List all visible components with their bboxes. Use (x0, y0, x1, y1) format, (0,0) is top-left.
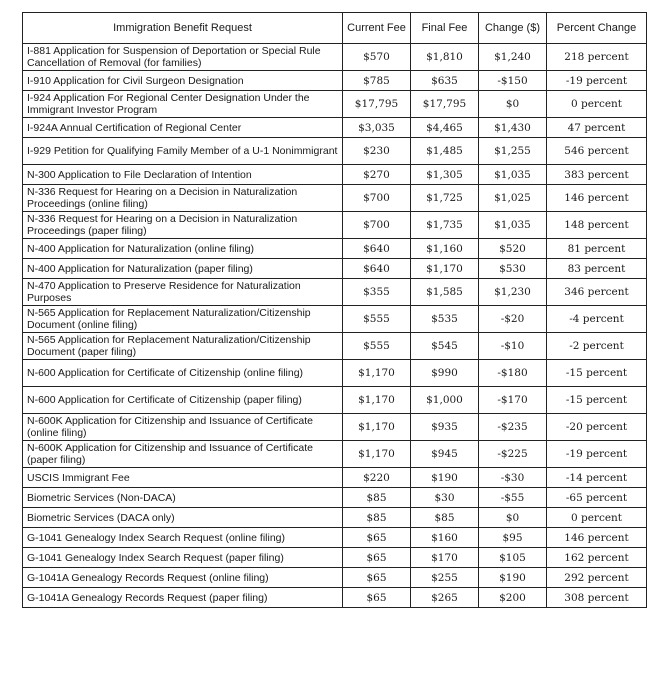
current-fee-cell: $65 (343, 568, 411, 588)
request-cell: N-336 Request for Hearing on a Decision in Naturalization Proceedings (paper filing) (23, 212, 343, 239)
header-current-fee: Current Fee (343, 13, 411, 44)
current-fee-cell: $1,170 (343, 414, 411, 441)
header-percent-change: Percent Change (547, 13, 647, 44)
percent-change-cell: -4 percent (547, 306, 647, 333)
change-cell: $105 (479, 548, 547, 568)
header-final-fee: Final Fee (411, 13, 479, 44)
table-row (23, 91, 647, 118)
final-fee-cell: $1,485 (411, 138, 479, 165)
fee-table (22, 12, 647, 608)
table-row (23, 239, 647, 259)
request-cell: N-565 Application for Replacement Naturalization/Citizenship Document (paper filing) (23, 333, 343, 360)
current-fee-cell: $640 (343, 239, 411, 259)
percent-change-cell: 47 percent (547, 118, 647, 138)
percent-change-cell: 162 percent (547, 548, 647, 568)
final-fee-cell: $85 (411, 508, 479, 528)
percent-change-cell: 308 percent (547, 588, 647, 608)
current-fee-cell: $700 (343, 212, 411, 239)
final-fee-cell: $17,795 (411, 91, 479, 118)
request-cell: I-929 Petition for Qualifying Family Member of a U-1 Nonimmigrant (23, 138, 343, 165)
request-cell: G-1041 Genealogy Index Search Request (online filing) (23, 528, 343, 548)
change-cell: $1,430 (479, 118, 547, 138)
current-fee-cell: $65 (343, 588, 411, 608)
change-cell: $1,035 (479, 165, 547, 185)
request-cell: Biometric Services (DACA only) (23, 508, 343, 528)
current-fee-cell: $3,035 (343, 118, 411, 138)
final-fee-cell: $255 (411, 568, 479, 588)
table-row (23, 548, 647, 568)
table-row (23, 165, 647, 185)
change-cell: -$10 (479, 333, 547, 360)
percent-change-cell: -15 percent (547, 387, 647, 414)
final-fee-cell: $1,000 (411, 387, 479, 414)
current-fee-cell: $555 (343, 306, 411, 333)
percent-change-cell: 146 percent (547, 528, 647, 548)
request-cell: I-881 Application for Suspension of Deportation or Special Rule Cancellation of Removal (for families) (23, 44, 343, 71)
request-cell: N-600K Application for Citizenship and Issuance of Certificate (online filing) (23, 414, 343, 441)
change-cell: $520 (479, 239, 547, 259)
header-request: Immigration Benefit Request (23, 13, 343, 44)
final-fee-cell: $1,170 (411, 259, 479, 279)
change-cell: $200 (479, 588, 547, 608)
percent-change-cell: 292 percent (547, 568, 647, 588)
current-fee-cell: $230 (343, 138, 411, 165)
table-body (23, 44, 647, 608)
table-row (23, 441, 647, 468)
current-fee-cell: $85 (343, 488, 411, 508)
change-cell: -$20 (479, 306, 547, 333)
percent-change-cell: -19 percent (547, 441, 647, 468)
change-cell: $1,025 (479, 185, 547, 212)
request-cell: I-924 Application For Regional Center Designation Under the Immigrant Investor Program (23, 91, 343, 118)
table-row (23, 387, 647, 414)
request-cell: N-400 Application for Naturalization (online filing) (23, 239, 343, 259)
table-row (23, 508, 647, 528)
request-cell: USCIS Immigrant Fee (23, 468, 343, 488)
request-cell: N-600K Application for Citizenship and Issuance of Certificate (paper filing) (23, 441, 343, 468)
current-fee-cell: $270 (343, 165, 411, 185)
table-row (23, 468, 647, 488)
current-fee-cell: $555 (343, 333, 411, 360)
current-fee-cell: $640 (343, 259, 411, 279)
current-fee-cell: $65 (343, 548, 411, 568)
percent-change-cell: 346 percent (547, 279, 647, 306)
request-cell: N-300 Application to File Declaration of Intention (23, 165, 343, 185)
change-cell: -$235 (479, 414, 547, 441)
percent-change-cell: -19 percent (547, 71, 647, 91)
request-cell: G-1041A Genealogy Records Request (online filing) (23, 568, 343, 588)
percent-change-cell: 383 percent (547, 165, 647, 185)
current-fee-cell: $570 (343, 44, 411, 71)
final-fee-cell: $1,160 (411, 239, 479, 259)
change-cell: $530 (479, 259, 547, 279)
table-row (23, 259, 647, 279)
request-cell: N-470 Application to Preserve Residence for Naturalization Purposes (23, 279, 343, 306)
table-row (23, 279, 647, 306)
change-cell: -$150 (479, 71, 547, 91)
percent-change-cell: 546 percent (547, 138, 647, 165)
request-cell: G-1041A Genealogy Records Request (paper filing) (23, 588, 343, 608)
request-cell: N-400 Application for Naturalization (paper filing) (23, 259, 343, 279)
final-fee-cell: $30 (411, 488, 479, 508)
final-fee-cell: $535 (411, 306, 479, 333)
change-cell: -$225 (479, 441, 547, 468)
table-row (23, 333, 647, 360)
final-fee-cell: $190 (411, 468, 479, 488)
table-row (23, 71, 647, 91)
change-cell: $1,255 (479, 138, 547, 165)
table-row (23, 118, 647, 138)
change-cell: -$170 (479, 387, 547, 414)
table-row (23, 44, 647, 71)
percent-change-cell: 146 percent (547, 185, 647, 212)
current-fee-cell: $1,170 (343, 387, 411, 414)
change-cell: $1,230 (479, 279, 547, 306)
fee-table-container (22, 12, 646, 608)
final-fee-cell: $170 (411, 548, 479, 568)
current-fee-cell: $85 (343, 508, 411, 528)
change-cell: $0 (479, 508, 547, 528)
current-fee-cell: $220 (343, 468, 411, 488)
table-row (23, 212, 647, 239)
current-fee-cell: $355 (343, 279, 411, 306)
change-cell: -$55 (479, 488, 547, 508)
change-cell: $95 (479, 528, 547, 548)
request-cell: N-600 Application for Certificate of Citizenship (paper filing) (23, 387, 343, 414)
percent-change-cell: 81 percent (547, 239, 647, 259)
final-fee-cell: $935 (411, 414, 479, 441)
final-fee-cell: $945 (411, 441, 479, 468)
table-row (23, 488, 647, 508)
request-cell: N-565 Application for Replacement Naturalization/Citizenship Document (online filing) (23, 306, 343, 333)
table-row (23, 360, 647, 387)
table-row (23, 306, 647, 333)
final-fee-cell: $1,585 (411, 279, 479, 306)
final-fee-cell: $1,725 (411, 185, 479, 212)
table-row (23, 568, 647, 588)
percent-change-cell: -2 percent (547, 333, 647, 360)
current-fee-cell: $1,170 (343, 441, 411, 468)
final-fee-cell: $545 (411, 333, 479, 360)
change-cell: -$180 (479, 360, 547, 387)
current-fee-cell: $700 (343, 185, 411, 212)
table-row (23, 185, 647, 212)
current-fee-cell: $65 (343, 528, 411, 548)
header-change: Change ($) (479, 13, 547, 44)
final-fee-cell: $1,735 (411, 212, 479, 239)
table-row (23, 138, 647, 165)
change-cell: $0 (479, 91, 547, 118)
percent-change-cell: -15 percent (547, 360, 647, 387)
request-cell: Biometric Services (Non-DACA) (23, 488, 343, 508)
final-fee-cell: $160 (411, 528, 479, 548)
final-fee-cell: $1,810 (411, 44, 479, 71)
final-fee-cell: $1,305 (411, 165, 479, 185)
final-fee-cell: $990 (411, 360, 479, 387)
table-row (23, 588, 647, 608)
change-cell: -$30 (479, 468, 547, 488)
final-fee-cell: $4,465 (411, 118, 479, 138)
percent-change-cell: -65 percent (547, 488, 647, 508)
current-fee-cell: $17,795 (343, 91, 411, 118)
request-cell: I-924A Annual Certification of Regional Center (23, 118, 343, 138)
percent-change-cell: 218 percent (547, 44, 647, 71)
request-cell: I-910 Application for Civil Surgeon Designation (23, 71, 343, 91)
request-cell: N-600 Application for Certificate of Citizenship (online filing) (23, 360, 343, 387)
percent-change-cell: -14 percent (547, 468, 647, 488)
request-cell: N-336 Request for Hearing on a Decision in Naturalization Proceedings (online filing) (23, 185, 343, 212)
percent-change-cell: 0 percent (547, 91, 647, 118)
percent-change-cell: 148 percent (547, 212, 647, 239)
change-cell: $190 (479, 568, 547, 588)
final-fee-cell: $265 (411, 588, 479, 608)
table-row (23, 528, 647, 548)
table-row (23, 414, 647, 441)
percent-change-cell: -20 percent (547, 414, 647, 441)
request-cell: G-1041 Genealogy Index Search Request (paper filing) (23, 548, 343, 568)
change-cell: $1,240 (479, 44, 547, 71)
table-header-row (23, 13, 647, 44)
change-cell: $1,035 (479, 212, 547, 239)
percent-change-cell: 83 percent (547, 259, 647, 279)
current-fee-cell: $1,170 (343, 360, 411, 387)
percent-change-cell: 0 percent (547, 508, 647, 528)
final-fee-cell: $635 (411, 71, 479, 91)
current-fee-cell: $785 (343, 71, 411, 91)
